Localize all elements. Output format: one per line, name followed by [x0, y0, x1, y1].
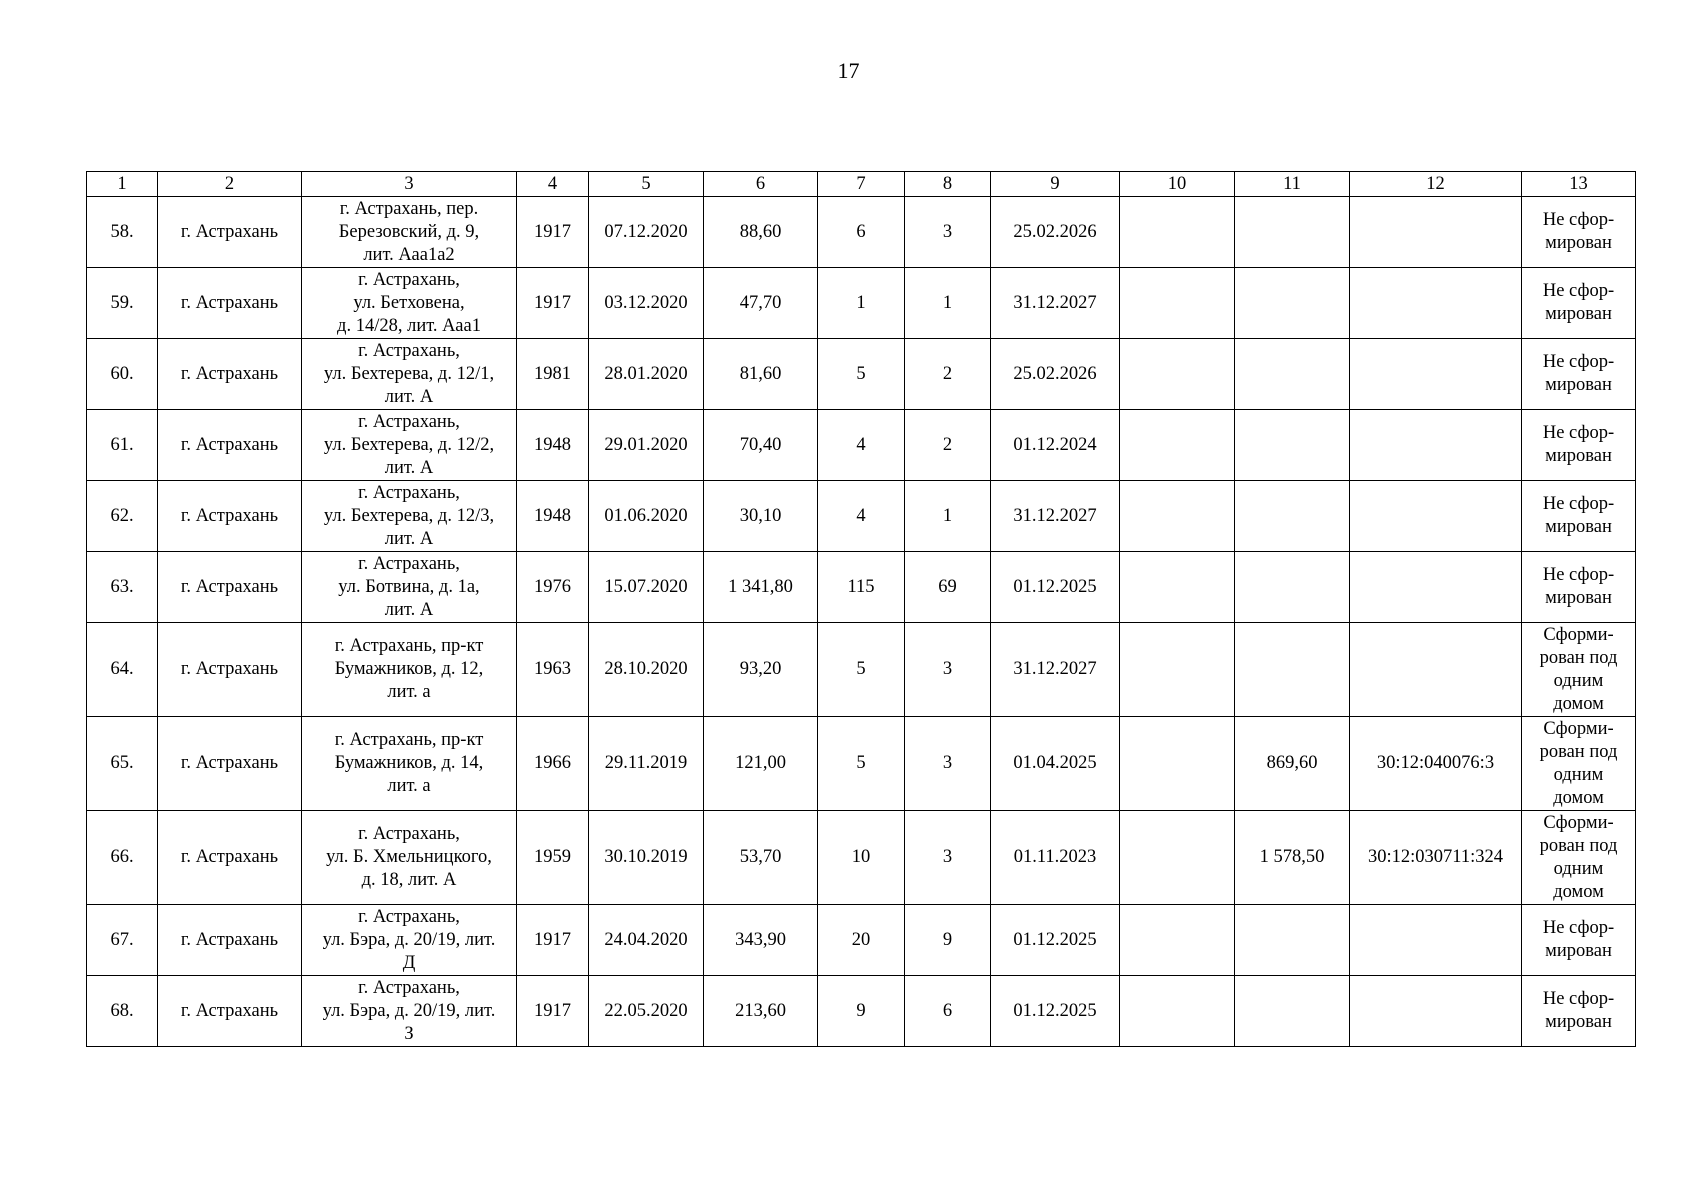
- address-cell: [302, 268, 517, 339]
- date-cell-text: 07.12.2020: [604, 221, 688, 242]
- land-status-cell-text: Не сфор- мирован: [1542, 281, 1615, 324]
- column-8-cell: [905, 339, 991, 410]
- area-cell-text: 213,60: [735, 1000, 786, 1021]
- row-number-cell: [87, 410, 158, 481]
- column-7-cell-text: 5: [856, 363, 866, 384]
- deadline-date-cell-text: 31.12.2027: [1013, 659, 1097, 679]
- column-7-cell-text: 4: [856, 505, 866, 526]
- land-status-cell: [1522, 197, 1636, 268]
- date-cell-text: 29.11.2019: [604, 753, 688, 773]
- table-row: [87, 976, 1636, 1047]
- land-area-cell: [1235, 976, 1350, 1047]
- column-7-cell-text: 5: [856, 659, 866, 679]
- city-cell-text: г. Астрахань: [180, 434, 279, 455]
- land-status-cell-text: Сформи- рован под одним домом: [1539, 812, 1618, 902]
- city-cell: [158, 339, 302, 410]
- date-cell: [589, 552, 704, 623]
- row-number-cell: [87, 811, 158, 905]
- land-status-cell-text: Не сфор- мирован: [1542, 352, 1615, 395]
- column-header: 11: [1235, 172, 1350, 197]
- city-cell-text: г. Астрахань: [180, 221, 279, 242]
- column-8-cell-text: 2: [942, 434, 953, 455]
- deadline-date-cell-text: 01.12.2024: [1013, 434, 1097, 455]
- year-cell: [517, 976, 589, 1047]
- column-header: 1: [87, 172, 158, 197]
- year-cell: [517, 481, 589, 552]
- column-10-cell: [1120, 976, 1235, 1047]
- land-status-cell: [1522, 905, 1636, 976]
- land-status-cell-text: Не сфор- мирован: [1542, 565, 1615, 608]
- land-status-cell: [1522, 339, 1636, 410]
- city-cell: [158, 811, 302, 905]
- land-area-cell: [1235, 268, 1350, 339]
- area-cell-text: 93,20: [739, 659, 782, 679]
- land-status-cell: [1522, 976, 1636, 1047]
- date-cell-text: 24.04.2020: [604, 929, 688, 950]
- year-cell-text: 1976: [534, 576, 571, 597]
- row-number-cell: [87, 717, 158, 811]
- deadline-date-cell-text: 31.12.2027: [1013, 292, 1097, 313]
- land-area-cell: [1235, 623, 1350, 717]
- row-number-cell-text: 68.: [110, 1000, 134, 1021]
- area-cell-text: 81,60: [739, 363, 782, 384]
- row-number-cell-text: 65.: [110, 753, 134, 773]
- year-cell-text: 1948: [534, 505, 571, 526]
- column-header: 3: [302, 172, 517, 197]
- deadline-date-cell: [991, 811, 1120, 905]
- address-cell-text: г. Астрахань, пр-кт Бумажников, д. 12, лит. а: [334, 636, 484, 702]
- city-cell: [158, 197, 302, 268]
- area-cell-text: 53,70: [739, 847, 782, 867]
- row-number-cell-text: 59.: [110, 292, 134, 313]
- date-cell-text: 22.05.2020: [604, 1000, 688, 1021]
- column-10-cell: [1120, 811, 1235, 905]
- address-cell-text: г. Астрахань, ул. Бехтерева, д. 12/1, лит. А: [323, 340, 495, 407]
- column-8-cell-text: 69: [938, 576, 957, 597]
- table-row: [87, 717, 1636, 811]
- city-cell: [158, 410, 302, 481]
- cadastral-number-cell-text: 30:12:030711:324: [1368, 847, 1503, 867]
- city-cell: [158, 905, 302, 976]
- row-number-cell-text: 58.: [110, 221, 134, 242]
- land-area-cell: [1235, 481, 1350, 552]
- column-8-cell: [905, 623, 991, 717]
- land-status-cell-text: Сформи- рован под одним домом: [1539, 624, 1618, 714]
- year-cell: [517, 339, 589, 410]
- column-8-cell: [905, 717, 991, 811]
- land-status-cell: [1522, 268, 1636, 339]
- address-cell-text: г. Астрахань, ул. Бехтерева, д. 12/3, лит. А: [323, 482, 495, 549]
- address-cell: [302, 481, 517, 552]
- column-8-cell-text: 1: [942, 505, 953, 526]
- address-cell-text: г. Астрахань, пер. Березовский, д. 9, лит. Ааа1а2: [338, 198, 480, 265]
- land-status-cell: [1522, 481, 1636, 552]
- area-cell: [704, 905, 818, 976]
- column-7-cell-text: 20: [851, 929, 871, 950]
- deadline-date-cell: [991, 268, 1120, 339]
- cadastral-number-cell: [1350, 976, 1522, 1047]
- city-cell-text: г. Астрахань: [180, 363, 279, 384]
- land-area-cell: [1235, 905, 1350, 976]
- year-cell: [517, 197, 589, 268]
- area-cell-text: 70,40: [739, 434, 782, 455]
- column-7-cell: [818, 811, 905, 905]
- deadline-date-cell: [991, 717, 1120, 811]
- year-cell-text: 1917: [534, 221, 571, 242]
- date-cell: [589, 811, 704, 905]
- land-status-cell-text: Не сфор- мирован: [1542, 989, 1615, 1032]
- column-7-cell-text: 5: [856, 753, 866, 773]
- column-10-cell: [1120, 339, 1235, 410]
- date-cell: [589, 905, 704, 976]
- row-number-cell: [87, 481, 158, 552]
- land-status-cell: [1522, 410, 1636, 481]
- address-cell-text: г. Астрахань, ул. Бехтерева, д. 12/2, лит. А: [323, 411, 495, 478]
- area-cell: [704, 339, 818, 410]
- date-cell: [589, 339, 704, 410]
- year-cell-text: 1948: [534, 434, 571, 455]
- area-cell: [704, 197, 818, 268]
- cadastral-number-cell: [1350, 339, 1522, 410]
- deadline-date-cell: [991, 905, 1120, 976]
- date-cell: [589, 410, 704, 481]
- address-cell-text: г. Астрахань, ул. Бетховена, д. 14/28, лит. Ааа1: [337, 269, 481, 336]
- year-cell: [517, 717, 589, 811]
- column-8-cell-text: 3: [942, 221, 953, 242]
- year-cell: [517, 905, 589, 976]
- column-10-cell: [1120, 410, 1235, 481]
- column-7-cell: [818, 339, 905, 410]
- city-cell: [158, 717, 302, 811]
- address-cell-text: г. Астрахань, пр-кт Бумажников, д. 14, лит. а: [334, 730, 484, 796]
- land-area-cell: [1235, 339, 1350, 410]
- year-cell: [517, 410, 589, 481]
- deadline-date-cell-text: 25.02.2026: [1013, 221, 1097, 242]
- deadline-date-cell-text: 01.12.2025: [1013, 929, 1097, 950]
- address-cell: [302, 197, 517, 268]
- row-number-cell: [87, 197, 158, 268]
- cadastral-number-cell: [1350, 268, 1522, 339]
- table-row: [87, 268, 1636, 339]
- column-7-cell: [818, 552, 905, 623]
- year-cell-text: 1959: [534, 847, 571, 867]
- column-8-cell-text: 1: [942, 292, 953, 313]
- column-number-row: [87, 172, 1636, 197]
- year-cell-text: 1917: [534, 292, 571, 313]
- row-number-cell-text: 62.: [110, 505, 134, 526]
- table-row: [87, 552, 1636, 623]
- row-number-cell: [87, 905, 158, 976]
- column-8-cell: [905, 410, 991, 481]
- area-cell-text: 121,00: [735, 753, 786, 773]
- year-cell: [517, 623, 589, 717]
- column-8-cell: [905, 905, 991, 976]
- column-header: 4: [517, 172, 589, 197]
- date-cell-text: 03.12.2020: [604, 292, 688, 313]
- land-area-cell-text: 869,60: [1266, 753, 1318, 773]
- area-cell: [704, 717, 818, 811]
- land-status-cell-text: Не сфор- мирован: [1542, 494, 1615, 537]
- table-row: [87, 339, 1636, 410]
- city-cell-text: г. Астрахань: [180, 753, 279, 773]
- land-area-cell: [1235, 717, 1350, 811]
- land-status-cell-text: Не сфор- мирован: [1542, 210, 1615, 253]
- table-row: [87, 410, 1636, 481]
- area-cell-text: 343,90: [735, 929, 786, 950]
- cadastral-number-cell: [1350, 552, 1522, 623]
- cadastral-number-cell: [1350, 623, 1522, 717]
- column-8-cell-text: 3: [942, 847, 953, 867]
- column-header: 9: [991, 172, 1120, 197]
- area-cell-text: 30,10: [739, 505, 782, 526]
- row-number-cell-text: 67.: [110, 929, 134, 950]
- date-cell-text: 28.10.2020: [604, 659, 688, 679]
- land-status-cell: [1522, 552, 1636, 623]
- row-number-cell: [87, 552, 158, 623]
- address-cell: [302, 410, 517, 481]
- column-10-cell: [1120, 197, 1235, 268]
- column-7-cell: [818, 197, 905, 268]
- column-8-cell-text: 3: [942, 659, 953, 679]
- address-cell: [302, 339, 517, 410]
- column-8-cell: [905, 976, 991, 1047]
- land-status-cell: [1522, 623, 1636, 717]
- column-8-cell-text: 6: [942, 1000, 953, 1021]
- city-cell: [158, 623, 302, 717]
- row-number-cell-text: 66.: [110, 847, 134, 867]
- city-cell-text: г. Астрахань: [180, 505, 279, 526]
- year-cell-text: 1981: [534, 363, 571, 384]
- date-cell-text: 15.07.2020: [604, 576, 688, 597]
- column-8-cell: [905, 552, 991, 623]
- deadline-date-cell: [991, 623, 1120, 717]
- deadline-date-cell: [991, 197, 1120, 268]
- table-row: [87, 197, 1636, 268]
- column-7-cell: [818, 410, 905, 481]
- column-10-cell: [1120, 905, 1235, 976]
- column-7-cell-text: 9: [856, 1000, 866, 1021]
- column-header: 10: [1120, 172, 1235, 197]
- row-number-cell-text: 60.: [110, 363, 134, 384]
- year-cell-text: 1966: [534, 753, 571, 773]
- land-status-cell-text: Сформи- рован под одним домом: [1539, 718, 1618, 808]
- cadastral-number-cell: [1350, 197, 1522, 268]
- column-10-cell: [1120, 481, 1235, 552]
- column-7-cell: [818, 268, 905, 339]
- column-10-cell: [1120, 268, 1235, 339]
- city-cell: [158, 481, 302, 552]
- column-7-cell: [818, 905, 905, 976]
- column-header: 6: [704, 172, 818, 197]
- row-number-cell: [87, 339, 158, 410]
- address-cell-text: г. Астрахань, ул. Ботвина, д. 1а, лит. А: [338, 553, 480, 620]
- deadline-date-cell-text: 31.12.2027: [1013, 505, 1097, 526]
- date-cell: [589, 717, 704, 811]
- city-cell-text: г. Астрахань: [180, 847, 279, 867]
- date-cell-text: 30.10.2019: [604, 847, 688, 867]
- column-10-cell: [1120, 717, 1235, 811]
- row-number-cell: [87, 623, 158, 717]
- city-cell: [158, 976, 302, 1047]
- year-cell: [517, 552, 589, 623]
- housing-registry-table: [86, 171, 1636, 1047]
- row-number-cell-text: 61.: [110, 434, 134, 455]
- city-cell-text: г. Астрахань: [180, 576, 279, 597]
- area-cell: [704, 481, 818, 552]
- column-8-cell: [905, 197, 991, 268]
- table-row: [87, 623, 1636, 717]
- cadastral-number-cell: [1350, 905, 1522, 976]
- year-cell: [517, 811, 589, 905]
- column-8-cell: [905, 268, 991, 339]
- land-status-cell-text: Не сфор- мирован: [1542, 918, 1615, 961]
- column-7-cell: [818, 623, 905, 717]
- column-8-cell-text: 2: [942, 363, 953, 384]
- table-row: [87, 905, 1636, 976]
- deadline-date-cell: [991, 481, 1120, 552]
- column-header: 12: [1350, 172, 1522, 197]
- address-cell-text: г. Астрахань, ул. Бэра, д. 20/19, лит. Д: [322, 906, 496, 973]
- city-cell-text: г. Астрахань: [180, 659, 279, 679]
- row-number-cell-text: 64.: [110, 659, 134, 679]
- column-7-cell: [818, 717, 905, 811]
- column-header: 8: [905, 172, 991, 197]
- city-cell-text: г. Астрахань: [180, 929, 279, 950]
- cadastral-number-cell: [1350, 717, 1522, 811]
- date-cell: [589, 481, 704, 552]
- area-cell: [704, 976, 818, 1047]
- land-area-cell-text: 1 578,50: [1259, 847, 1325, 867]
- year-cell-text: 1917: [534, 929, 571, 950]
- address-cell-text: г. Астрахань, ул. Бэра, д. 20/19, лит. З: [322, 977, 496, 1044]
- column-header: 7: [818, 172, 905, 197]
- column-7-cell-text: 6: [856, 221, 866, 242]
- deadline-date-cell: [991, 339, 1120, 410]
- column-8-cell-text: 9: [942, 929, 953, 950]
- land-status-cell: [1522, 717, 1636, 811]
- column-8-cell: [905, 481, 991, 552]
- address-cell: [302, 811, 517, 905]
- deadline-date-cell-text: 01.04.2025: [1013, 753, 1097, 773]
- column-10-cell: [1120, 552, 1235, 623]
- year-cell-text: 1917: [534, 1000, 571, 1021]
- column-7-cell-text: 10: [851, 847, 871, 867]
- column-10-cell: [1120, 623, 1235, 717]
- area-cell: [704, 811, 818, 905]
- column-8-cell-text: 3: [942, 753, 953, 773]
- row-number-cell: [87, 976, 158, 1047]
- row-number-cell-text: 63.: [110, 576, 134, 597]
- land-status-cell-text: Не сфор- мирован: [1542, 423, 1615, 466]
- deadline-date-cell: [991, 552, 1120, 623]
- date-cell: [589, 623, 704, 717]
- table-row: [87, 811, 1636, 905]
- cadastral-number-cell-text: 30:12:040076:3: [1376, 753, 1495, 773]
- column-header: 2: [158, 172, 302, 197]
- address-cell: [302, 623, 517, 717]
- address-cell: [302, 905, 517, 976]
- land-area-cell: [1235, 410, 1350, 481]
- address-cell: [302, 976, 517, 1047]
- year-cell-text: 1963: [534, 659, 571, 679]
- deadline-date-cell: [991, 410, 1120, 481]
- city-cell-text: г. Астрахань: [180, 1000, 279, 1021]
- date-cell-text: 01.06.2020: [604, 505, 688, 526]
- column-7-cell: [818, 481, 905, 552]
- date-cell: [589, 976, 704, 1047]
- table-row: [87, 481, 1636, 552]
- column-7-cell-text: 115: [847, 576, 875, 597]
- cadastral-number-cell: [1350, 410, 1522, 481]
- column-header: 5: [589, 172, 704, 197]
- area-cell-text: 47,70: [739, 292, 782, 313]
- land-area-cell: [1235, 552, 1350, 623]
- land-area-cell: [1235, 197, 1350, 268]
- cadastral-number-cell: [1350, 811, 1522, 905]
- area-cell: [704, 623, 818, 717]
- date-cell-text: 28.01.2020: [604, 363, 688, 384]
- deadline-date-cell-text: 01.12.2025: [1013, 1000, 1097, 1021]
- deadline-date-cell-text: 01.12.2025: [1013, 576, 1097, 597]
- year-cell: [517, 268, 589, 339]
- city-cell-text: г. Астрахань: [180, 292, 279, 313]
- column-header: 13: [1522, 172, 1636, 197]
- area-cell: [704, 268, 818, 339]
- deadline-date-cell-text: 25.02.2026: [1013, 363, 1097, 384]
- page-number: 17: [837, 58, 860, 83]
- address-cell-text: г. Астрахань, ул. Б. Хмельницкого, д. 18, лит. А: [326, 824, 492, 890]
- address-cell: [302, 717, 517, 811]
- area-cell-text: 1 341,80: [728, 576, 793, 597]
- deadline-date-cell: [991, 976, 1120, 1047]
- column-7-cell-text: 4: [856, 434, 866, 455]
- date-cell: [589, 268, 704, 339]
- land-status-cell: [1522, 811, 1636, 905]
- city-cell: [158, 268, 302, 339]
- area-cell: [704, 552, 818, 623]
- land-area-cell: [1235, 811, 1350, 905]
- row-number-cell: [87, 268, 158, 339]
- area-cell-text: 88,60: [739, 221, 782, 242]
- date-cell: [589, 197, 704, 268]
- column-7-cell: [818, 976, 905, 1047]
- area-cell: [704, 410, 818, 481]
- column-8-cell: [905, 811, 991, 905]
- address-cell: [302, 552, 517, 623]
- column-7-cell-text: 1: [856, 292, 866, 313]
- city-cell: [158, 552, 302, 623]
- date-cell-text: 29.01.2020: [604, 434, 688, 455]
- deadline-date-cell-text: 01.11.2023: [1013, 847, 1097, 867]
- cadastral-number-cell: [1350, 481, 1522, 552]
